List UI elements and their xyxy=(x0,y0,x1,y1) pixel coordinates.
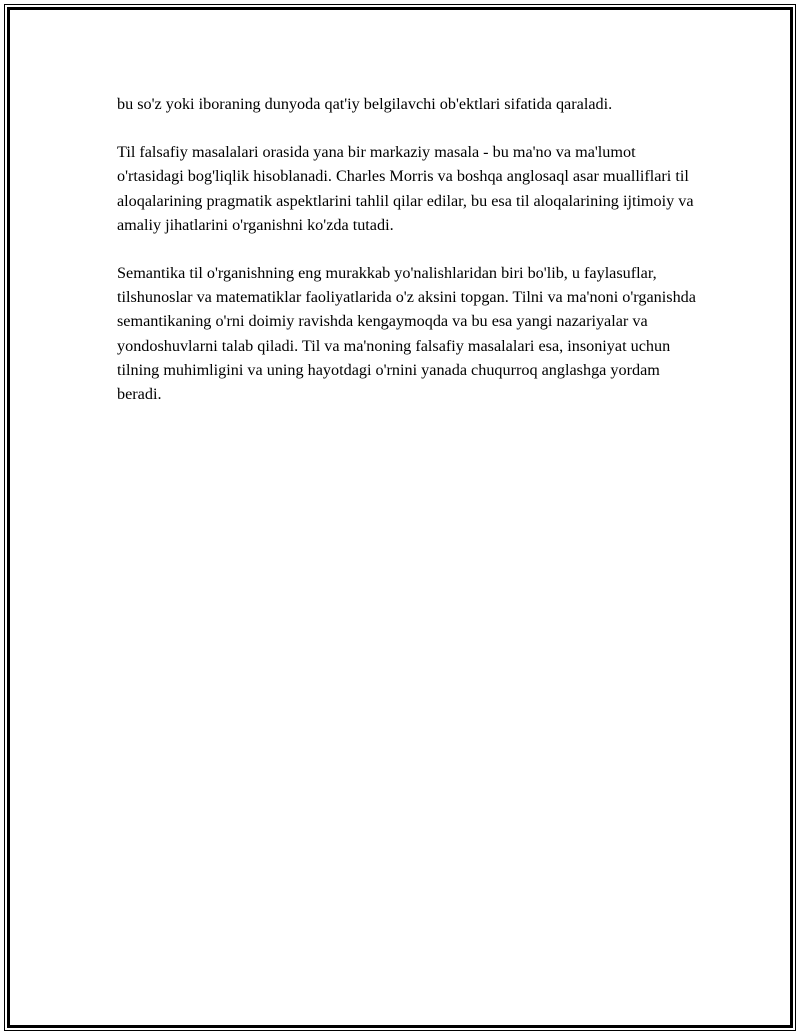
paragraph-1: bu so'z yoki iboraning dunyoda qat'iy belgilavchi ob'ektlari sifatida qaraladi. xyxy=(117,95,613,113)
paragraph-2: Til falsafiy masalalari orasida yana bir markaziy masala - bu ma'no va ma'lumot o'rtasidagi bog'liqlik hisoblanadi. Charles Morris va boshqa anglosaql asar mualliflari til aloqalarining pragmatik aspektlarini tahlil qilar edilar, bu esa til aloqalarining ijtimoiy va amaliy jihatlarini o'rganishni ko'zda tutadi. xyxy=(117,143,694,234)
document-body xyxy=(117,92,697,430)
paragraph-3: Semantika til o'rganishning eng murakkab yo'nalishlaridan biri bo'lib, u faylasuflar, tilshunoslar va matematiklar faoliyatlarida o'z aksini topgan. Tilni va ma'noni o'rganishda semantikaning o'rni doimiy ravishda kengaymoqda va bu esa yangi nazariyalar va yondoshuvlarni talab qiladi. Til va ma'noning falsafiy masalalari esa, insoniyat uchun tilning muhimligini va uning hayotdagi o'rnini yanada chuqurroq anglashga yordam beradi. xyxy=(117,264,696,404)
